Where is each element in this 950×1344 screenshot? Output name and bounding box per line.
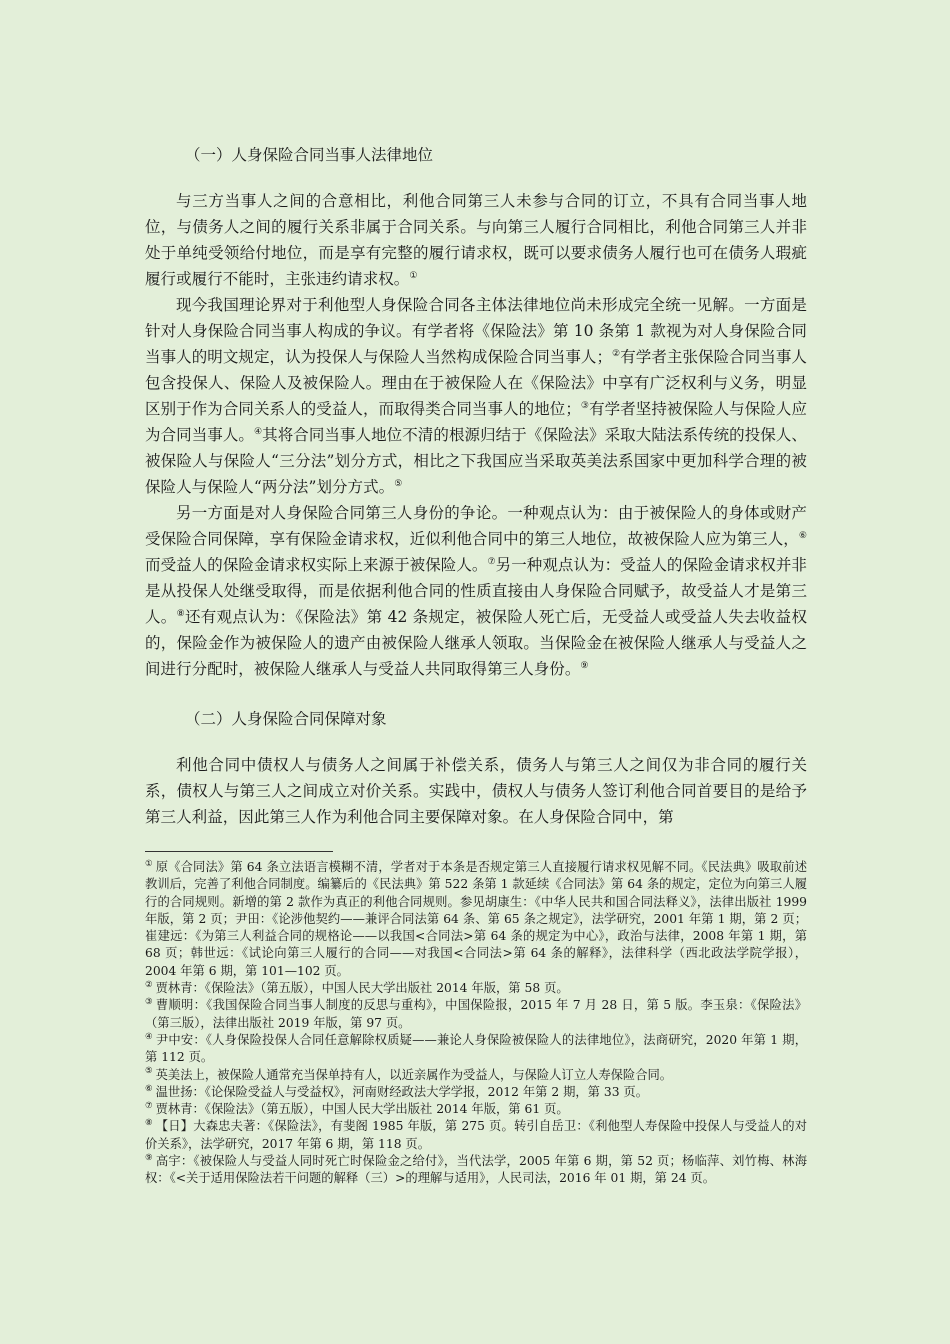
- footnote-number: ⑤: [145, 1066, 153, 1077]
- footnote-text: 尹中安：《人身保险投保人合同任意解除权质疑——兼论人身保险被保险人的法律地位》，法商研究，2020 年第 1 期，第 112 页。: [145, 1032, 808, 1065]
- footnote-text: 高宇：《被保险人与受益人同时死亡时保险金之给付》，当代法学，2005 年第 6 期，第 52 页；杨临萍、刘竹梅、林海权：《<关于适用保险法若干问题的解释（三）>的理解与适用》，人民司法，2016 年 01 期，第 24 页。: [145, 1154, 807, 1186]
- paragraph-text: 现今我国理论界对于利他型人身保险合同各主体法律地位尚未形成完全统一见解。一方面是针对人身保险合同当事人构成的争议。有学者将《保险法》第 10 条第 1 款视为对人身保险合同当事人的明文规定，认为投保人与保险人当然构成保险合同当事人；: [145, 296, 807, 366]
- footnote-separator: [145, 851, 333, 852]
- footnote-ref-6[interactable]: ⑥: [798, 530, 807, 541]
- footnote-number: ⑨: [145, 1152, 153, 1163]
- footnote-number: ⑥: [145, 1083, 153, 1094]
- footnote-text: 曹顺明：《我国保险合同当事人制度的反思与重构》，中国保险报，2015 年 7 月 28 日，第 5 版。李玉泉：《保险法》（第三版），法律出版社 2019 年版，第 97 页。: [145, 998, 807, 1030]
- paragraph-1: [145, 188, 807, 292]
- footnote-2: [145, 980, 807, 997]
- paragraph-text: 另一种观点认为：受益人的保险金请求权并非是从投保人处继受取得，而是依据利他合同的性质直接由人身保险合同赋予，故受益人才是第三人。: [145, 556, 807, 626]
- paragraph-text: 其将合同当事人地位不清的根源归结于《保险法》采取大陆法系传统的投保人、被保险人与保险人“三分法”划分方式，相比之下我国应当采取英美法系国家中更加科学合理的被保险人与保险人“两分法”划分方式。: [145, 426, 807, 496]
- footnote-5: [145, 1067, 807, 1084]
- footnotes: [145, 859, 807, 1188]
- footnote-number: ②: [145, 979, 153, 990]
- footnote-9: [145, 1153, 807, 1188]
- footnote-number: ⑧: [145, 1118, 153, 1129]
- main-text: [145, 142, 807, 830]
- footnote-ref-1[interactable]: ①: [409, 270, 418, 281]
- paragraph-text: 而受益人的保险金请求权实际上来源于被保险人。: [145, 556, 488, 574]
- footnote-text: 温世扬：《论保险受益人与受益权》，河南财经政法大学学报，2012 年第 2 期，第 33 页。: [155, 1084, 649, 1099]
- footnote-number: ③: [145, 997, 153, 1008]
- paragraph-4: 利他合同中债权人与债务人之间属于补偿关系，债务人与第三人之间仅为非合同的履行关系，债权人与第三人之间成立对价关系。实践中，债权人与债务人签订利他合同首要目的是给予第三人利益，因此第三人作为利他合同主要保障对象。在人身保险合同中，第: [145, 756, 807, 826]
- section-heading-2: （二）人身保险合同保障对象: [185, 710, 387, 728]
- footnote-3: [145, 997, 807, 1032]
- footnote-4: [145, 1032, 807, 1067]
- footnote-number: ⑦: [145, 1101, 153, 1112]
- footnote-ref-4[interactable]: ④: [253, 426, 263, 437]
- paragraph-text: 另一方面是对人身保险合同第三人身份的争论。一种观点认为：由于被保险人的身体或财产受保险合同保障，享有保险金请求权，近似利他合同中的第三人地位，故被保险人应为第三人，: [145, 504, 807, 548]
- footnote-ref-9[interactable]: ⑨: [580, 660, 589, 671]
- footnote-6: [145, 1084, 807, 1101]
- paragraph-text: 还有观点认为：《保险法》第 42 条规定，被保险人死亡后，无受益人或受益人失去收益权的，保险金作为被保险人的遗产由被保险人继承人领取。当保险金在被保险人继承人与受益人之间进行分配时，被保险人继承人与受益人共同取得第三人身份。: [145, 608, 807, 678]
- section-heading-1: （一）人身保险合同当事人法律地位: [185, 146, 434, 164]
- footnote-number: ④: [145, 1031, 153, 1042]
- paragraph-3: [145, 500, 807, 682]
- section-gap: [145, 682, 807, 706]
- footnote-ref-2[interactable]: ②: [612, 348, 621, 359]
- paragraph-text: 有学者坚持被保险人与保险人应为合同当事人。: [145, 400, 808, 444]
- footnote-ref-5[interactable]: ⑤: [394, 478, 403, 489]
- footnote-1: [145, 859, 807, 980]
- paragraph-text: 与三方当事人之间的合意相比，利他合同第三人未参与合同的订立，不具有合同当事人地位，与债务人之间的履行关系非属于合同关系。与向第三人履行合同相比，利他合同第三人并非处于单纯受领给付地位，而是享有完整的履行请求权，既可以要求债务人履行也可在债务人瑕疵履行或履行不能时，主张违约请求权。: [145, 192, 807, 288]
- footnote-7: [145, 1101, 807, 1118]
- footnote-ref-3[interactable]: ③: [580, 400, 590, 411]
- footnote-number: ①: [145, 858, 153, 869]
- footnote-text: 原《合同法》第 64 条立法语言模糊不清，学者对于本条是否规定第三人直接履行请求权见解不同。《民法典》吸取前述教训后，完善了利他合同制度。编纂后的《民法典》第 522 条第 1 款延续《合同法》第 64 条的规定，定位为向第三人履行的合同规则。新增的第 2 款作为真正的利他合同规则。参见胡康生：《中华人民共和国合同法释义》，法律出版社 1999 年版，第 2 页；尹田：《论涉他契约——兼评合同法第 64 条、第 65 条之规定》，法学研究，2001 年第 1 期，第 2 页；崔建远：《为第三人利益合同的规格论——以我国<合同法>第 64 条的规定为中心》，政治与法律，2008 年第 1 期，第 68 页；韩世远：《试论向第三人履行的合同——对我国<合同法>第 64 条的解释》，法律科学（西北政法学院学报），2004 年第 6 期，第 101—102 页。: [145, 860, 807, 978]
- footnote-text: 【日】大森忠夫著：《保险法》，有斐阁 1985 年版，第 275 页。转引自岳卫：《利他型人寿保险中投保人与受益人的对价关系》，法学研究，2017 年第 6 期，第 118 页。: [145, 1119, 807, 1151]
- paragraph-2: [145, 292, 807, 500]
- footnote-ref-8[interactable]: ⑧: [176, 608, 185, 619]
- footnote-ref-7[interactable]: ⑦: [487, 556, 496, 567]
- footnote-8: [145, 1118, 807, 1153]
- footnote-text: 英美法上，被保险人通常充当保单持有人，以近亲属作为受益人，与保险人订立人寿保险合同。: [155, 1067, 673, 1082]
- footnote-text: 贾林青：《保险法》（第五版），中国人民大学出版社 2014 年版，第 58 页。: [155, 981, 569, 996]
- footnote-text: 贾林青：《保险法》（第五版），中国人民大学出版社 2014 年版，第 61 页。: [155, 1102, 569, 1117]
- paragraph-text: 有学者主张保险合同当事人包含投保人、保险人及被保险人。理由在于被保险人在《保险法》中享有广泛权利与义务，明显区别于作为合同关系人的受益人，而取得类合同当事人的地位；: [145, 348, 807, 418]
